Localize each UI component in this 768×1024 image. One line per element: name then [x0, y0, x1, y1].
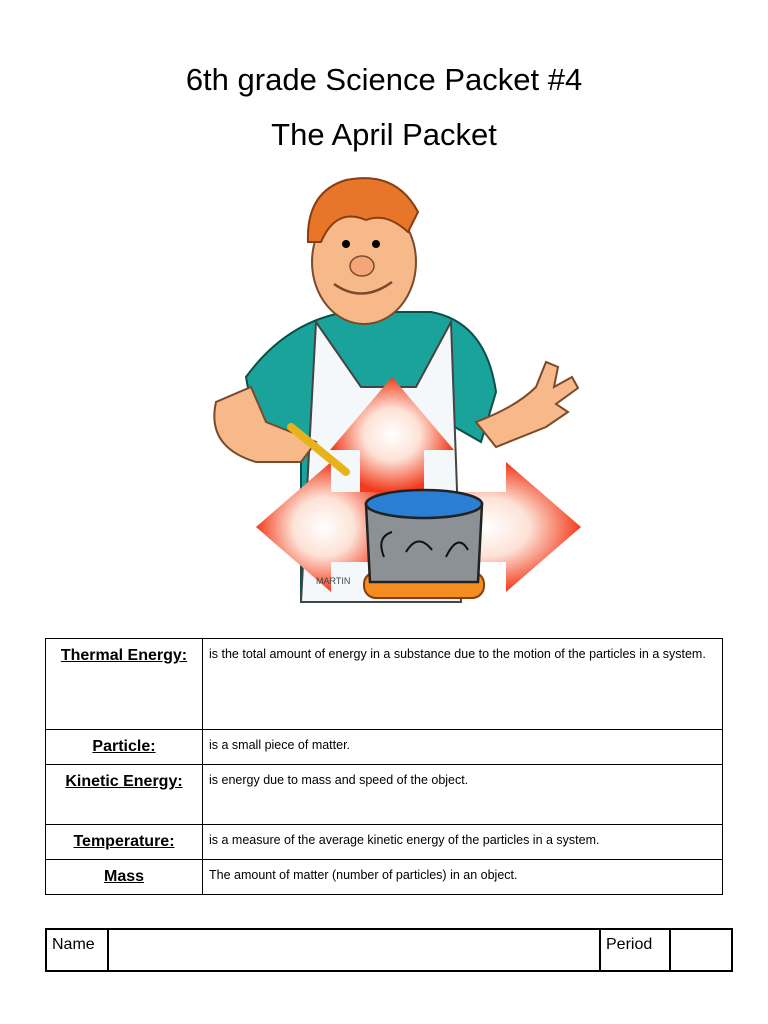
vocab-term: Temperature:: [46, 825, 203, 860]
table-row: [46, 639, 723, 730]
table-row: [46, 929, 732, 971]
vocab-term: Particle:: [46, 730, 203, 765]
student-info-table: [45, 928, 733, 972]
left-eye: [342, 240, 350, 248]
vocab-definition: is the total amount of energy in a substance due to the motion of the particles in a system.: [203, 639, 723, 730]
vocab-definition: The amount of matter (number of particles) in an object.: [203, 860, 723, 895]
pot-water: [366, 490, 482, 518]
artist-signature: MARTIN: [316, 576, 351, 586]
table-row: [46, 730, 723, 765]
vocab-definition: is a measure of the average kinetic energy of the particles in a system.: [203, 825, 723, 860]
table-row: [46, 860, 723, 895]
name-field[interactable]: [108, 929, 600, 971]
name-label: Name: [46, 929, 108, 971]
vocab-term: Kinetic Energy:: [46, 765, 203, 825]
period-label: Period: [600, 929, 670, 971]
page-subtitle: The April Packet: [271, 117, 497, 152]
vocab-definition: is energy due to mass and speed of the object.: [203, 765, 723, 825]
table-row: [46, 825, 723, 860]
cooking-heat-illustration: [196, 172, 588, 612]
vocab-term: Mass: [46, 860, 203, 895]
right-eye: [372, 240, 380, 248]
table-row: [46, 765, 723, 825]
vocabulary-table: [45, 638, 723, 895]
period-field[interactable]: [670, 929, 732, 971]
page-title: 6th grade Science Packet #4: [185, 62, 583, 97]
nose-shape: [350, 256, 374, 276]
vocab-definition: is a small piece of matter.: [203, 730, 723, 765]
vocab-term: Thermal Energy:: [46, 639, 203, 730]
